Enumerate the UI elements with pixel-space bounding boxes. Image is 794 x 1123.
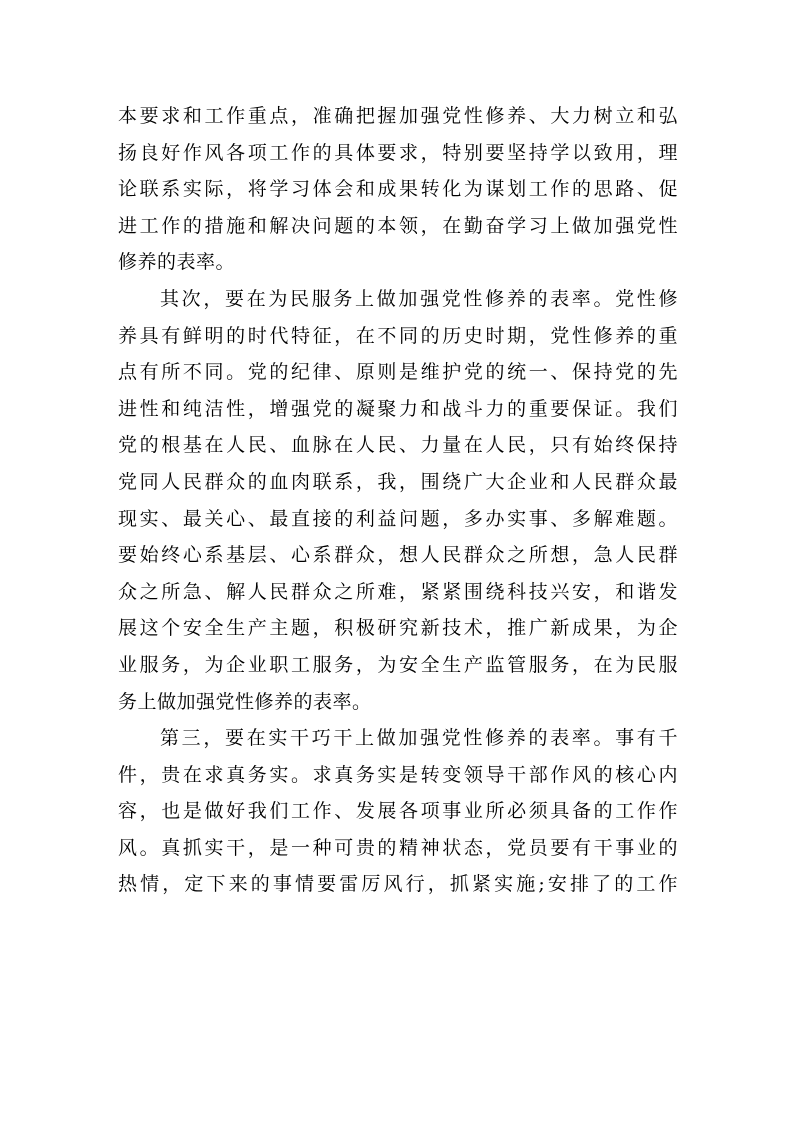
paragraph-line: 第三，要在实干巧干上做加强党性修养的表率。事有千 <box>160 727 678 750</box>
paragraph-line: 养具有鲜明的时代特征，在不同的历史时期，党性修养的重 <box>118 324 678 347</box>
paragraph-1 <box>118 98 678 281</box>
paragraph-line: 其次，要在为民服务上做加强党性修养的表率。党性修 <box>160 287 678 310</box>
paragraph-line: 本要求和工作重点，准确把握加强党性修养、大力树立和弘 <box>118 105 678 127</box>
paragraph-line: 扬良好作风各项工作的具体要求，特别要坚持学以致用，理 <box>118 141 678 164</box>
paragraph-line: 修养的表率。 <box>118 251 236 274</box>
document-body <box>118 98 678 903</box>
paragraph-line: 众之所急、解人民群众之所难，紧紧围绕科技兴安，和谐发 <box>118 580 678 603</box>
paragraph-line: 热情，定下来的事情要雷厉风行，抓紧实施;安排了的工作 <box>118 873 678 896</box>
paragraph-line: 要始终心系基层、心系群众，想人民群众之所想，急人民群 <box>118 544 678 567</box>
paragraph-line: 党同人民群众的血肉联系，我，围绕广大企业和人民群众最 <box>118 470 678 493</box>
paragraph-line: 现实、最关心、最直接的利益问题，多办实事、多解难题。 <box>118 507 678 530</box>
paragraph-line: 论联系实际，将学习体会和成果转化为谋划工作的思路、促 <box>118 178 678 201</box>
paragraph-line: 风。真抓实干，是一种可贵的精神状态，党员要有干事业的 <box>118 836 678 859</box>
paragraph-line: 件，贵在求真务实。求真务实是转变领导干部作风的核心内 <box>118 763 678 786</box>
paragraph-3 <box>118 720 678 903</box>
paragraph-line: 业服务，为企业职工服务，为安全生产监管服务，在为民服 <box>118 653 678 676</box>
paragraph-line: 务上做加强党性修养的表率。 <box>118 690 372 713</box>
paragraph-line: 党的根基在人民、血脉在人民、力量在人民，只有始终保持 <box>118 434 678 457</box>
paragraph-line: 展这个安全生产主题，积极研究新技术，推广新成果，为企 <box>118 617 678 640</box>
paragraph-2 <box>118 281 678 720</box>
paragraph-line: 点有所不同。党的纪律、原则是维护党的统一、保持党的先 <box>118 361 678 384</box>
paragraph-line: 进工作的措施和解决问题的本领，在勤奋学习上做加强党性 <box>118 214 678 237</box>
paragraph-line: 容，也是做好我们工作、发展各项事业所必须具备的工作作 <box>118 800 678 823</box>
paragraph-line: 进性和纯洁性，增强党的凝聚力和战斗力的重要保证。我们 <box>118 397 678 420</box>
